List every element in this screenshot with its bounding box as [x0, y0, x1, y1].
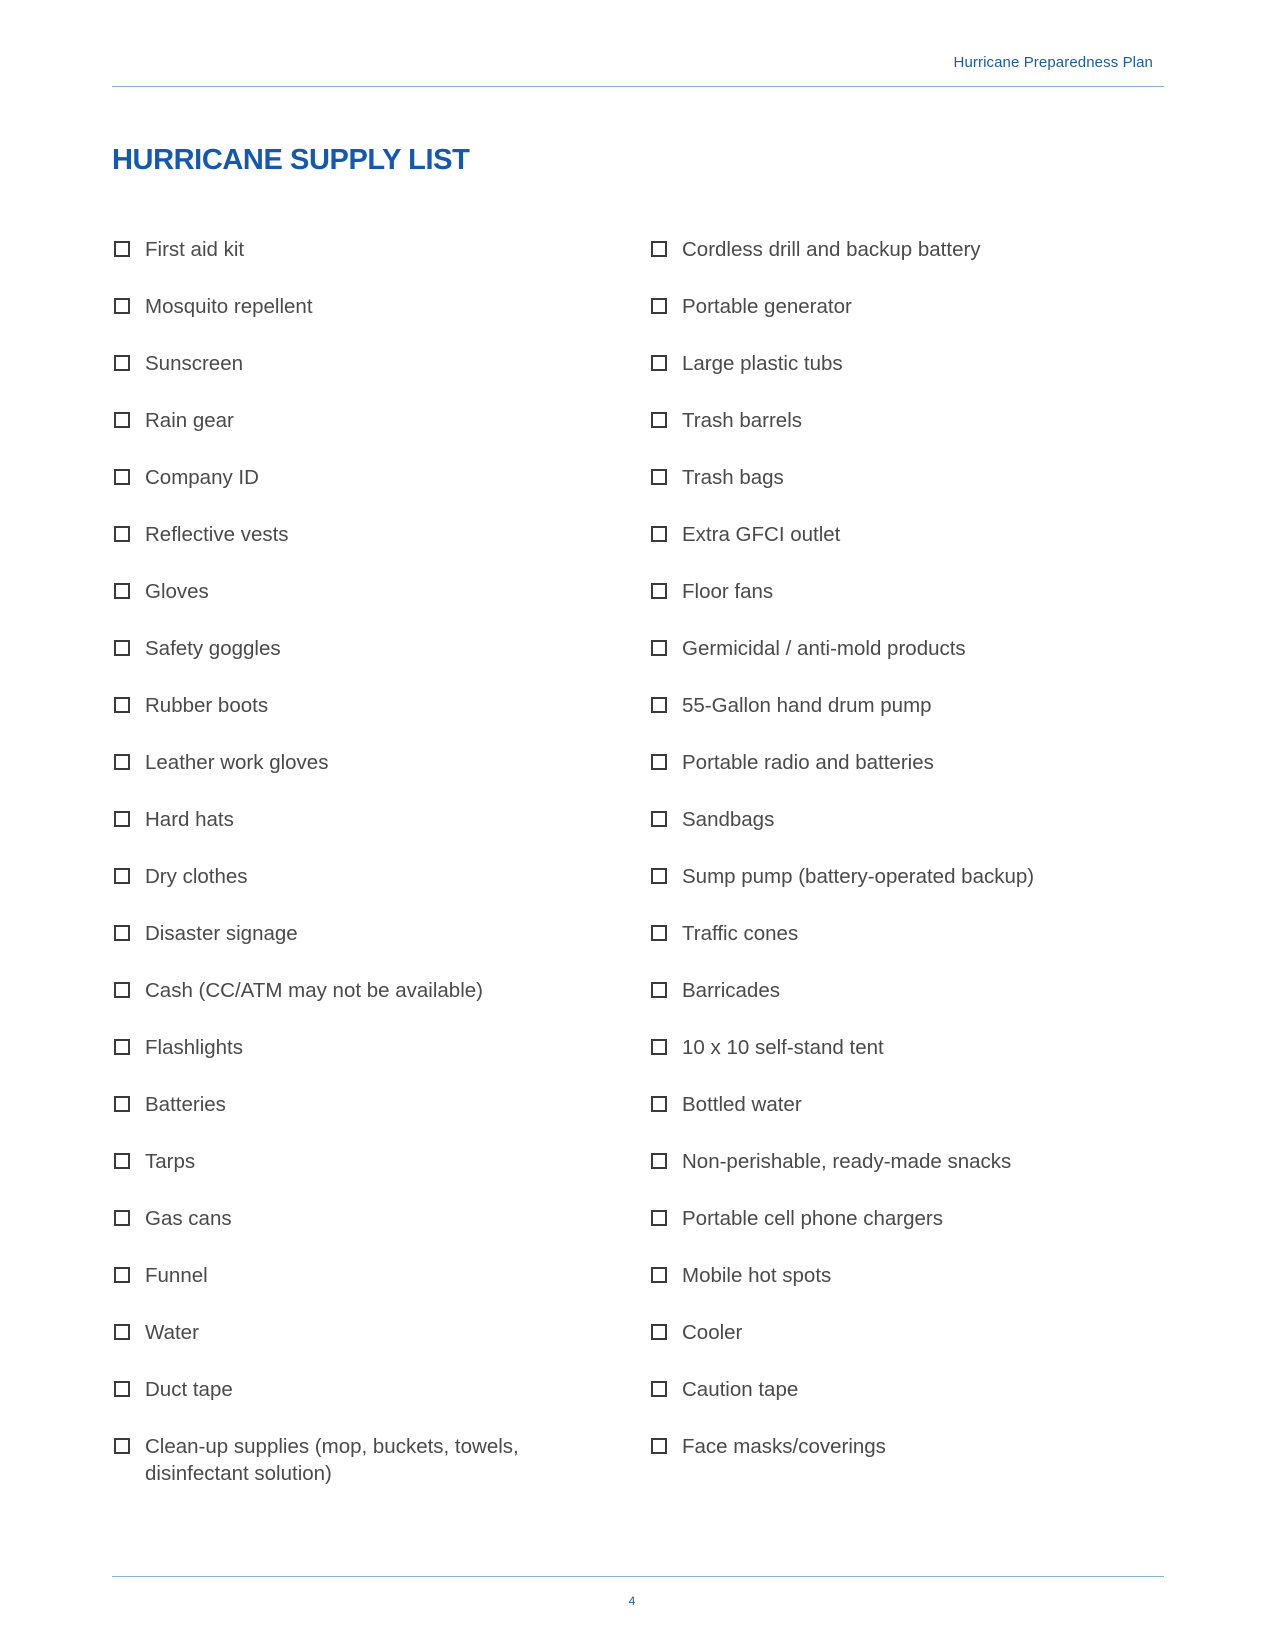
checklist-item-label: Dry clothes	[145, 865, 248, 888]
checkbox[interactable]	[114, 1267, 130, 1283]
checklist-item-label: Disaster signage	[145, 922, 298, 945]
checkbox[interactable]	[651, 583, 667, 599]
checklist-item	[114, 1319, 604, 1376]
checklist-item-label: Face masks/coverings	[682, 1435, 886, 1458]
checklist-item	[114, 407, 604, 464]
checklist-item	[114, 863, 604, 920]
checkbox[interactable]	[114, 241, 130, 257]
checkbox[interactable]	[651, 412, 667, 428]
checklist-item-label: Clean-up supplies (mop, buckets, towels, disinfectant solution)	[145, 1435, 519, 1485]
running-header-title: Hurricane Preparedness Plan	[953, 54, 1153, 71]
checklist-item-label: Cooler	[682, 1321, 743, 1344]
checklist-item	[114, 806, 604, 863]
checkbox[interactable]	[651, 982, 667, 998]
checkbox[interactable]	[114, 754, 130, 770]
checkbox[interactable]	[114, 1153, 130, 1169]
footer-divider	[112, 1576, 1164, 1577]
checklist-item-label: Duct tape	[145, 1378, 233, 1401]
checklist-item	[114, 1034, 604, 1091]
checkbox[interactable]	[651, 754, 667, 770]
checklist-item	[114, 236, 604, 293]
checklist-item	[651, 521, 1151, 578]
checklist-item	[651, 350, 1151, 407]
checkbox[interactable]	[114, 526, 130, 542]
checklist-item-label: Batteries	[145, 1093, 226, 1116]
checklist-item	[651, 1319, 1151, 1376]
checkbox[interactable]	[651, 1381, 667, 1397]
checkbox[interactable]	[114, 1210, 130, 1226]
checklist-item-label: Flashlights	[145, 1036, 243, 1059]
checklist-item	[651, 1433, 1151, 1490]
page-heading: HURRICANE SUPPLY LIST	[112, 144, 470, 176]
checklist-item	[651, 1091, 1151, 1148]
checkbox[interactable]	[651, 241, 667, 257]
checkbox[interactable]	[114, 697, 130, 713]
checkbox[interactable]	[651, 1039, 667, 1055]
checklist-item-label: Barricades	[682, 979, 780, 1002]
checkbox[interactable]	[114, 298, 130, 314]
checklist-item	[651, 920, 1151, 977]
header-divider	[112, 86, 1164, 87]
checklist-item-label: Funnel	[145, 1264, 208, 1287]
checkbox[interactable]	[651, 697, 667, 713]
checklist-item-label: Portable cell phone chargers	[682, 1207, 943, 1230]
checklist-item	[114, 1205, 604, 1262]
checklist-item	[651, 1376, 1151, 1433]
checklist-item	[114, 1091, 604, 1148]
supply-list-left-column	[114, 236, 604, 1517]
checklist-item-label: Sunscreen	[145, 352, 244, 375]
checkbox[interactable]	[651, 1153, 667, 1169]
checkbox[interactable]	[114, 583, 130, 599]
checkbox[interactable]	[651, 298, 667, 314]
checklist-item	[114, 464, 604, 521]
checklist-item-label: Tarps	[145, 1150, 196, 1173]
checklist-item-label: Portable generator	[682, 295, 852, 318]
checklist-item-label: Floor fans	[682, 580, 774, 603]
checklist-item-label: Water	[145, 1321, 199, 1344]
checklist-item-label: First aid kit	[145, 238, 245, 261]
checkbox[interactable]	[114, 355, 130, 371]
checklist-item-label: Gloves	[145, 580, 209, 603]
checklist-item	[114, 635, 604, 692]
supply-list-right-column	[651, 236, 1151, 1490]
checklist-item-label: Caution tape	[682, 1378, 799, 1401]
checkbox[interactable]	[651, 1267, 667, 1283]
checklist-item	[651, 1148, 1151, 1205]
checklist-item	[651, 749, 1151, 806]
checklist-item	[651, 977, 1151, 1034]
checkbox[interactable]	[114, 982, 130, 998]
checklist-item-label: Sandbags	[682, 808, 775, 831]
checklist-item-label: Leather work gloves	[145, 751, 329, 774]
checkbox[interactable]	[651, 1210, 667, 1226]
checklist-item-label: Cash (CC/ATM may not be available)	[145, 979, 483, 1002]
checklist-item-label: Rubber boots	[145, 694, 269, 717]
checklist-item-label: Large plastic tubs	[682, 352, 843, 375]
checklist-item-label: Reflective vests	[145, 523, 289, 546]
checkbox[interactable]	[114, 925, 130, 941]
checklist-item	[114, 521, 604, 578]
checklist-item-label: Traffic cones	[682, 922, 799, 945]
checklist-item	[651, 692, 1151, 749]
checkbox[interactable]	[651, 355, 667, 371]
checkbox[interactable]	[114, 1039, 130, 1055]
checklist-item-label: Cordless drill and backup battery	[682, 238, 981, 261]
checklist-item	[651, 1262, 1151, 1319]
checkbox[interactable]	[114, 811, 130, 827]
checkbox[interactable]	[114, 1438, 130, 1454]
checkbox[interactable]	[651, 526, 667, 542]
checklist-item-label: Hard hats	[145, 808, 234, 831]
checkbox[interactable]	[114, 640, 130, 656]
checklist-item-label: Mosquito repellent	[145, 295, 313, 318]
checklist-item	[114, 350, 604, 407]
checklist-item	[651, 293, 1151, 350]
checkbox[interactable]	[651, 811, 667, 827]
checkbox[interactable]	[114, 868, 130, 884]
checkbox[interactable]	[651, 1438, 667, 1454]
checkbox[interactable]	[651, 1324, 667, 1340]
checkbox[interactable]	[651, 1096, 667, 1112]
checklist-item	[651, 236, 1151, 293]
checklist-item	[114, 920, 604, 977]
checkbox[interactable]	[114, 1381, 130, 1397]
checklist-item	[114, 749, 604, 806]
checklist-item-label: Sump pump (battery-operated backup)	[682, 865, 1035, 888]
checkbox[interactable]	[651, 640, 667, 656]
checklist-item	[114, 578, 604, 635]
checkbox[interactable]	[114, 412, 130, 428]
checklist-item-label: Company ID	[145, 466, 259, 489]
checklist-item	[114, 1376, 604, 1433]
checkbox[interactable]	[651, 868, 667, 884]
checklist-item	[651, 1034, 1151, 1091]
checkbox[interactable]	[651, 925, 667, 941]
checklist-item	[651, 464, 1151, 521]
checklist-item	[114, 977, 604, 1034]
checklist-item-label: Bottled water	[682, 1093, 802, 1116]
checklist-item	[114, 692, 604, 749]
checklist-item-label: 55-Gallon hand drum pump	[682, 694, 932, 717]
checkbox[interactable]	[114, 1324, 130, 1340]
checklist-item-label: Gas cans	[145, 1207, 232, 1230]
checklist-item-label: Trash bags	[682, 466, 784, 489]
checklist-item-label: Trash barrels	[682, 409, 802, 432]
checklist-item	[651, 863, 1151, 920]
checklist-item-label: Safety goggles	[145, 637, 281, 660]
checklist-item	[114, 1148, 604, 1205]
checklist-item-label: Germicidal / anti-mold products	[682, 637, 966, 660]
checklist-item-label: Portable radio and batteries	[682, 751, 934, 774]
checkbox[interactable]	[114, 469, 130, 485]
checklist-item	[651, 407, 1151, 464]
checkbox[interactable]	[651, 469, 667, 485]
checklist-item	[114, 1433, 604, 1517]
checklist-item	[114, 293, 604, 350]
checklist-item	[651, 806, 1151, 863]
checklist-item-label: Non-perishable, ready-made snacks	[682, 1150, 1012, 1173]
checklist-item-label: 10 x 10 self-stand tent	[682, 1036, 884, 1059]
checklist-item	[651, 1205, 1151, 1262]
checklist-item-label: Rain gear	[145, 409, 234, 432]
checkbox[interactable]	[114, 1096, 130, 1112]
checklist-item	[651, 578, 1151, 635]
checklist-item-label: Extra GFCI outlet	[682, 523, 841, 546]
checklist-item	[651, 635, 1151, 692]
page-number: 4	[628, 1594, 636, 1608]
checklist-item	[114, 1262, 604, 1319]
checklist-item-label: Mobile hot spots	[682, 1264, 832, 1287]
